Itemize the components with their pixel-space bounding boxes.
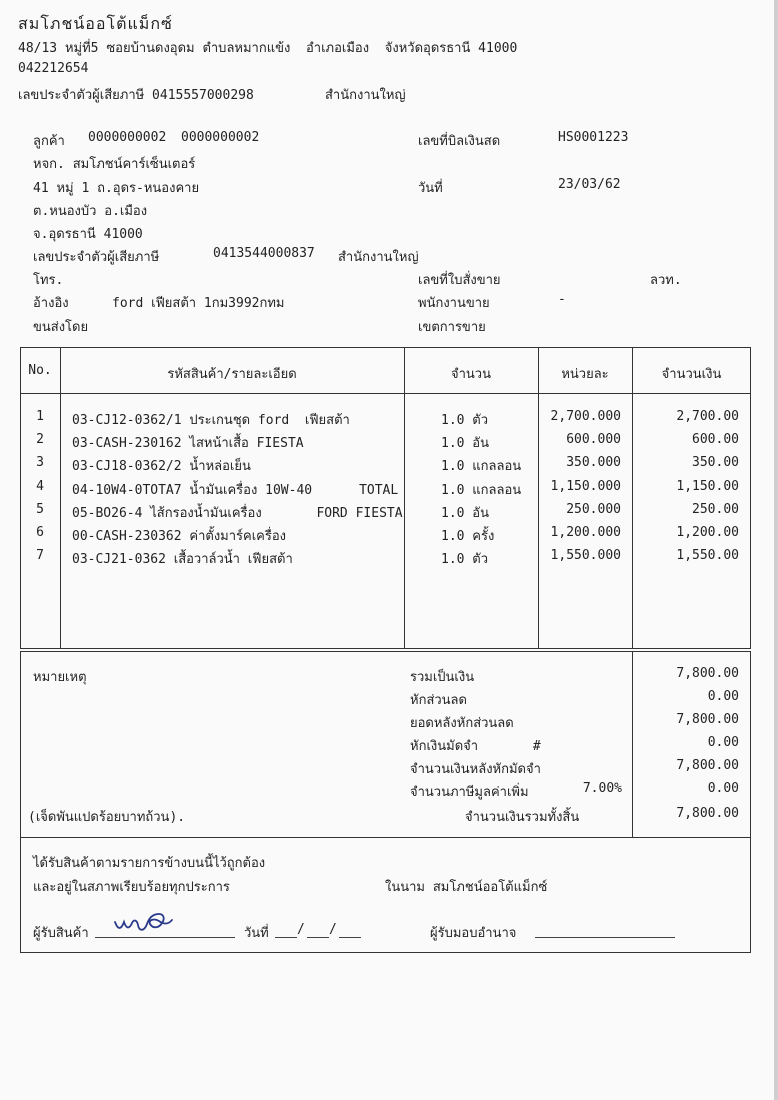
row-description: 00-CASH-230362 ค่าตั้งมาร์คเครื่อง [72,529,287,544]
row-unit-price: 2,700.000 [550,409,621,424]
row-no: 3 [36,455,44,470]
customer-taxid: 0413544000837 [213,246,315,261]
subtotal-value: 7,800.00 [676,666,739,681]
discount-value: 0.00 [707,689,739,704]
terms-code: ลวท. [650,273,682,288]
row-no: 5 [36,502,44,517]
row-amount: 250.00 [692,502,739,517]
phone-label: โทร. [33,273,64,288]
header-no: No. [28,363,52,378]
invoice-date: 23/03/62 [558,177,621,192]
row-amount: 600.00 [692,432,739,447]
subtotal-label: รวมเป็นเงิน [410,670,475,685]
row-quantity: 1.0 อัน [441,436,490,451]
row-description: 03-CJ18-0362/2 น้ำหล่อเย็น [72,459,251,474]
grand-total-value: 7,800.00 [676,806,739,821]
customer-address-2: ต.หนองบัว อ.เมือง [33,204,148,219]
invoice-date-label: วันที่ [418,181,443,196]
header-unit-price: หน่วยละ [561,367,609,382]
col-divider-1 [60,347,61,649]
row-quantity: 1.0 ตัว [441,413,489,428]
sales-order-label: เลขที่ใบสั่งขาย [418,273,501,288]
amount-in-words: (เจ็ดพันแปดร้อยบาทถ้วน). [28,810,186,825]
row-quantity: 1.0 แกลลอน [441,459,522,474]
header-description: รหัสสินค้า/รายละเอียด [167,367,297,382]
date-month-line [307,925,329,938]
customer-address-1: 41 หมู่ 1 ถ.อุดร-หนองคาย [33,181,200,196]
row-amount: 1,150.00 [676,479,739,494]
after-discount-label: ยอดหลังหักส่วนลด [410,716,514,731]
row-unit-price: 350.000 [566,455,621,470]
row-quantity: 1.0 ครั้ง [441,529,495,544]
receiver-signature [112,908,176,936]
after-deposit-label: จำนวนเงินหลังหักมัดจำ [410,762,541,777]
on-behalf-of: ในนาม สมโภชน์ออโต้แม็กซ์ [385,880,548,895]
customer-taxid-label: เลขประจำตัวผู้เสียภาษี [33,250,160,265]
grand-total-label: จำนวนเงินรวมทั้งสิ้น [465,810,580,825]
date-slash: / [329,922,337,937]
row-quantity: 1.0 ตัว [441,552,489,567]
reference-label: อ้างอิง [33,296,69,311]
company-address: 48/13 หมู่ที่5 ซอยบ้านดงอุดม ตำบลหมากแข้ง อำเภอเมือง จังหวัดอุดรธานี 41000 [18,41,518,56]
row-description: 03-CJ12-0362/1 ประเกนชุด ford เฟียสต้า [72,413,350,428]
row-unit-price: 1,150.000 [550,479,621,494]
customer-name: หจก. สมโภชน์คาร์เซ็นเตอร์ [33,157,196,172]
sales-area-label: เขตการขาย [418,320,486,335]
col-divider-3 [538,347,539,649]
row-quantity: 1.0 แกลลอน [441,483,522,498]
reference-value: ford เฟียสต้า 1กม3992กทม [112,296,285,311]
after-discount-value: 7,800.00 [676,712,739,727]
salesperson-label: พนักงานขาย [418,296,490,311]
after-deposit-value: 7,800.00 [676,758,739,773]
row-unit-price: 600.000 [566,432,621,447]
row-no: 7 [36,548,44,563]
header-quantity: จำนวน [451,367,491,382]
customer-code-2: 0000000002 [181,130,260,145]
ack-line-2: และอยู่ในสภาพเรียบร้อยทุกประการ [33,880,230,895]
company-phone: 042212654 [18,61,89,76]
page-edge-shadow [774,0,778,1100]
receive-date-label: วันที่ [244,926,269,941]
row-unit-price: 1,200.000 [550,525,621,540]
row-description: 03-CJ21-0362 เสื้อวาล์วน้ำ เฟียสต้า [72,552,293,567]
row-amount: 350.00 [692,455,739,470]
row-no: 1 [36,409,44,424]
ack-line-1: ได้รับสินค้าตามรายการข้างบนนี้ไว้ถูกต้อง [33,856,266,871]
customer-label: ลูกค้า [33,134,65,149]
row-quantity: 1.0 อัน [441,506,490,521]
row-no: 4 [36,479,44,494]
customer-address-3: จ.อุดรธานี 41000 [33,227,143,242]
company-branch: สำนักงานใหญ่ [325,88,406,103]
date-day-line [275,925,297,938]
row-description: 04-10W4-0TOTA7 น้ำมันเครื่อง 10W-40 TOTAL [72,483,399,498]
authorized-label: ผู้รับมอบอำนาจ [430,926,517,941]
date-year-line [339,925,361,938]
salesperson-value: - [558,292,566,307]
date-slash: / [297,922,305,937]
remark-label: หมายเหตุ [33,670,87,685]
invoice-no-label: เลขที่บิลเงินสด [418,134,501,149]
header-amount: จำนวนเงิน [661,367,722,382]
deposit-value: 0.00 [707,735,739,750]
company-taxid: เลขประจำตัวผู้เสียภาษี 0415557000298 [18,88,254,103]
vat-value: 0.00 [707,781,739,796]
row-unit-price: 1,550.000 [550,548,621,563]
shipping-label: ขนส่งโดย [33,320,89,335]
customer-branch: สำนักงานใหญ่ [338,250,419,265]
company-name: สมโภชน์ออโต้แม็กซ์ [18,14,173,33]
col-divider-2 [404,347,405,649]
table-header-divider [20,393,751,394]
col-divider-4 [632,347,633,649]
row-no: 2 [36,432,44,447]
deposit-label: หักเงินมัดจำ # [410,739,541,754]
row-unit-price: 250.000 [566,502,621,517]
authorized-signature-line [535,925,675,938]
row-description: 05-BO26-4 ไส้กรองน้ำมันเครื่อง FORD FIESTA [72,506,403,521]
row-amount: 1,550.00 [676,548,739,563]
row-description: 03-CASH-230162 ไสหน้าเสื้อ FIESTA [72,436,304,451]
vat-rate: 7.00% [582,781,622,796]
receiver-label: ผู้รับสินค้า [33,926,89,941]
row-no: 6 [36,525,44,540]
vat-label: จำนวนภาษีมูลค่าเพิ่ม [410,785,529,800]
row-amount: 1,200.00 [676,525,739,540]
customer-code-1: 0000000002 [88,130,167,145]
row-amount: 2,700.00 [676,409,739,424]
invoice-no: HS0001223 [558,130,629,145]
discount-label: หักส่วนลด [410,693,467,708]
